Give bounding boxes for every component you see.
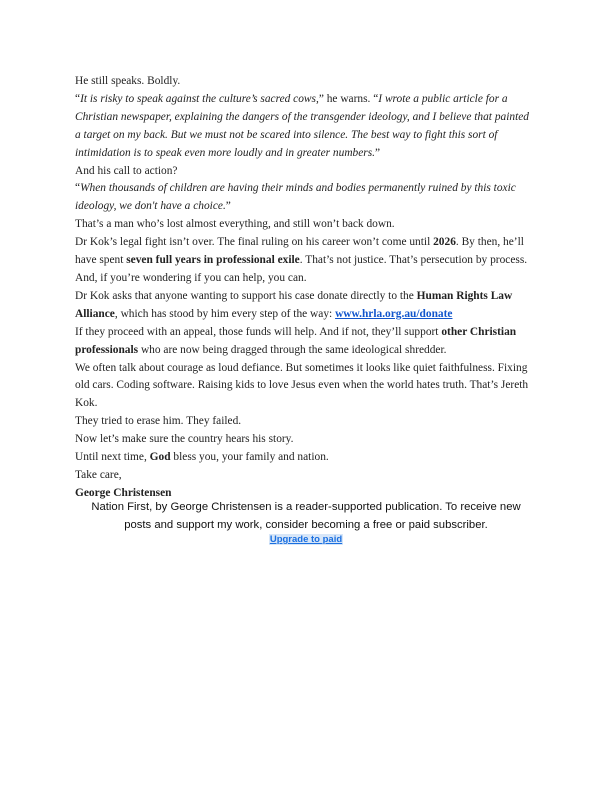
bold-text: God — [149, 451, 171, 464]
text-span: he warns. — [326, 92, 374, 105]
text-span: bless you, your family and nation. — [170, 451, 329, 464]
paragraph: They tried to erase him. They failed. — [75, 415, 242, 428]
paragraph: We often talk about courage as loud defiance. But sometimes it looks like quiet faithfulness. Fixing old cars. Coding software. Raising kids to love Jesus even when the world hates truth. That’s Jereth Kok. — [75, 361, 529, 410]
text-span: . That’s not justice. That’s persecution by process. — [299, 254, 528, 267]
text-span: Until next time, — [75, 451, 150, 464]
upgrade-container — [0, 534, 612, 545]
article-body — [75, 73, 537, 503]
quote-text: When thousands of children are having their minds and bodies permanently ruined by this toxic ideology, we don't have a choice. — [75, 182, 516, 213]
bold-text: seven full years in professional exile — [126, 254, 300, 267]
quote-text: It is risky to speak against the culture’s sacred cows, — [80, 92, 319, 105]
quote-paragraph: “When thousands of children are having their minds and bodies permanently ruined by this toxic ideology, we don't have a choice.” — [75, 182, 516, 213]
author-name: George Christensen — [75, 486, 172, 499]
organization-name: Human Rights Law Alliance — [75, 289, 513, 320]
paragraph: And, if you’re wondering if you can help, you can. — [75, 271, 307, 284]
text-span: who are now being dragged through the same ideological shredder. — [138, 343, 447, 356]
text-span: Dr Kok’s legal fight isn’t over. The final ruling on his career won’t come until — [75, 236, 434, 249]
paragraph — [75, 449, 537, 467]
paragraph — [75, 234, 537, 270]
bold-year: 2026 — [433, 236, 456, 249]
sign-off: Take care, — [75, 468, 122, 481]
bold-text: other Christian professionals — [75, 325, 517, 356]
paragraph: That’s a man who’s lost almost everything, and still won’t back down. — [75, 218, 395, 231]
text-span: If they proceed with an appeal, those funds will help. And if not, they’ll support — [75, 325, 442, 338]
paragraph: He still speaks. Boldly. — [75, 75, 181, 87]
paragraph — [75, 288, 537, 324]
upgrade-to-paid-link[interactable]: Upgrade to paid — [269, 534, 343, 545]
paragraph: Now let’s make sure the country hears his story. — [75, 433, 294, 446]
text-span: . By then, he’ll have spent — [75, 236, 524, 267]
quote-paragraph: “It is risky to speak against the culture’s sacred cows,” he warns. “I wrote a public article for a Christian newspaper, explaining the dangers of the transgender ideology, and I believe that painted a target on my back. But we must not be scared into silence. The best way to fight this sort of intimidation is to speak even more loudly and in greater numbers.” — [75, 92, 529, 159]
subscription-note: Nation First, by George Christensen is a reader-supported publication. To receive new posts and support my work, consider becoming a free or paid subscriber. — [91, 501, 521, 531]
text-span: Dr Kok asks that anyone wanting to support his case donate directly to the — [75, 289, 417, 302]
quote-text: I wrote a public article for a Christian newspaper, explaining the dangers of the transgender ideology, and I believe that painted a target on my back. But we must not be scared into silence. The best way to fight this sort of intimidation is to speak even more loudly and in greater numbers. — [75, 92, 529, 159]
text-span: , which has stood by him every step of the way: — [114, 307, 336, 320]
paragraph — [75, 324, 537, 360]
donate-link[interactable]: www.hrla.org.au/donate — [335, 307, 453, 320]
paragraph: And his call to action? — [75, 164, 178, 177]
